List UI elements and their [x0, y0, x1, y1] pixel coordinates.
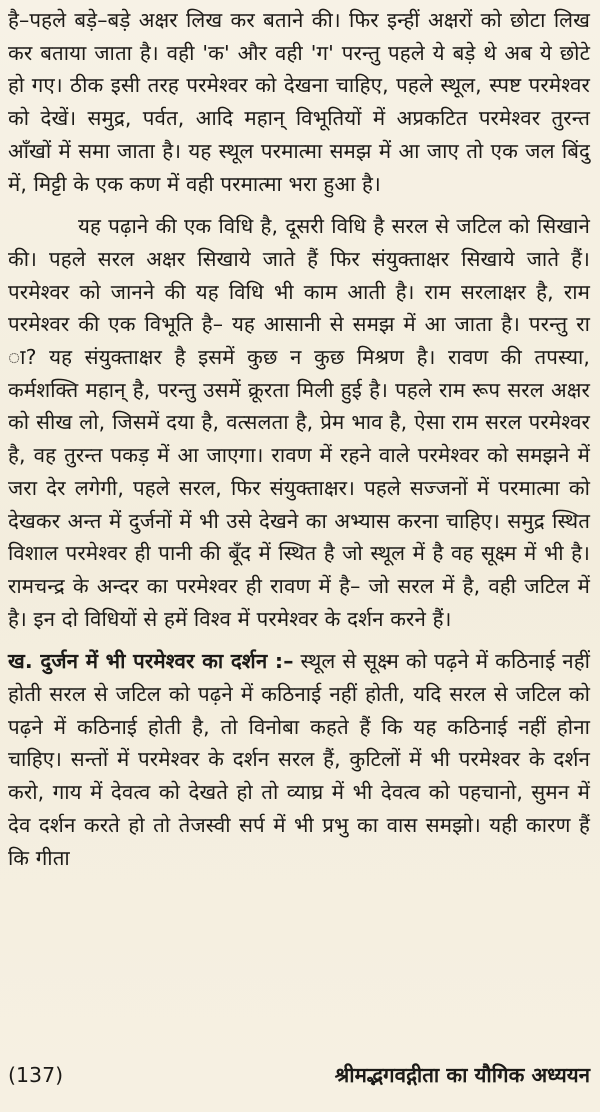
book-title: श्रीमद्भगवद्गीता का यौगिक अध्ययन: [334, 1063, 590, 1087]
page-footer: [8, 1061, 590, 1089]
section-kha: [8, 645, 590, 874]
page-number: (137): [8, 1063, 64, 1087]
section-heading: ख. दुर्जन में भी परमेश्वर का दर्शन :–: [8, 649, 294, 674]
paragraph-1: है–पहले बड़े–बड़े अक्षर लिख कर बताने की। फिर इन्हीं अक्षरों को छोटा लिख कर बताया जाता है। वही 'क' और वही 'ग' परन्तु पहले ये बड़े थे अब ये छोटे हो गए। ठीक इसी तरह परमेश्वर को देखना चाहिए, पहले स्थूल, स्पष्ट परमेश्वर को देखें। समुद्र, पर्वत, आदि महान् विभूतियों में अप्रकटित परमेश्वर तुरन्त आँखों में समा जाता है। यह स्थूल परमात्मा समझ में आ जाए तो एक जल बिंदु में, मिट्टी के एक कण में वही परमात्मा भरा हुआ है।: [8, 8, 590, 196]
section-body: स्थूल से सूक्ष्म को पढ़ने में कठिनाई नहीं होती सरल से जटिल को पढ़ने में कठिनाई नहीं होती, यदि सरल से जटिल को पढ़ने में कठिनाई होती है, तो विनोबा कहते हैं कि यह कठिनाई नहीं होना चाहिए। सन्तों में परमेश्वर के दर्शन सरल हैं, कुटिलों में भी परमेश्वर के दर्शन करो, गाय में देवत्व को देखते हो तो व्याघ्र में भी देवत्व को पहचानो, सुमन में देव दर्शन करते हो तो तेजस्वी सर्प में भी प्रभु का वास समझो। यही कारण हैं कि गीता: [8, 649, 590, 870]
paragraph-2: यह पढ़ाने की एक विधि है, दूसरी विधि है सरल से जटिल को सिखाने की। पहले सरल अक्षर सिखाये जाते हैं फिर संयुक्ताक्षर सिखाये जाते हैं। परमेश्वर को जानने की यह विधि भी काम आती है। राम सरलाक्षर है, राम परमेश्वर की एक विभूति है– यह आसानी से समझ में आ जाता है। परन्तु रा ा? यह संयुक्ताक्षर है इसमें कुछ न कुछ मिश्रण है। रावण की तपस्या, कर्मशक्ति महान् है, परन्तु उसमें क्रूरता मिली हुई है। पहले राम रूप सरल अक्षर को सीख लो, जिसमें दया है, वत्सलता है, प्रेम भाव है, ऐसा राम सरल परमेश्वर है, वह तुरन्त पकड़ में आ जाएगा। रावण में रहने वाले परमेश्वर को समझने में जरा देर लगेगी, पहले सरल, फिर संयुक्ताक्षर। पहले सज्जनों में परमात्मा को देखकर अन्त में दुर्जनों में भी उसे देखने का अभ्यास करना चाहिए। समुद्र स्थित विशाल परमेश्वर ही पानी की बूँद में स्थित है जो स्थूल में है वह सूक्ष्म में भी है। रामचन्द्र के अन्दर का परमेश्वर ही रावण में है– जो सरल में है, वही जटिल में है। इन दो विधियों से हमें विश्व में परमेश्वर के दर्शन करने हैं।: [8, 214, 590, 631]
